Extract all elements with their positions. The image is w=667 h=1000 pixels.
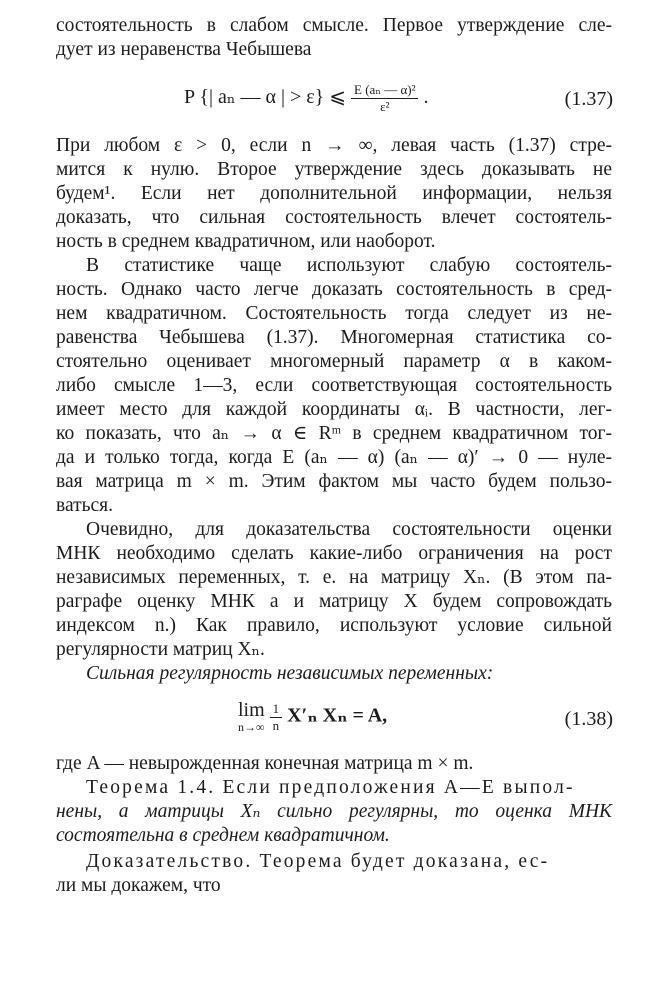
eq138-fraction bbox=[270, 701, 283, 734]
text-line: нем квадратичном. Состоятельность тогда следует из не- bbox=[56, 303, 612, 324]
text-line: При любом ε > 0, если n → ∞, левая часть (1.37) стре- bbox=[56, 135, 612, 156]
text-line: ваться. bbox=[56, 495, 114, 516]
eq137-fraction bbox=[351, 82, 418, 115]
text-line: Сильная регулярность независимых переменных: bbox=[86, 663, 494, 684]
text-line: вая матрица m × m. Этим фактом мы часто будем пользо- bbox=[56, 471, 612, 492]
equation-number-1-38: (1.38) bbox=[564, 708, 613, 730]
text-line: состоятельность в слабом смысле. Первое утверждение сле- bbox=[56, 15, 612, 36]
text-line: индексом n.) Как правило, используют условие сильной bbox=[56, 615, 612, 636]
text-line: доказать, что сильная состоятельность влечет состоятель- bbox=[56, 207, 612, 228]
equation-number-1-37: (1.37) bbox=[564, 88, 613, 110]
text-line: ность в среднем квадратичном, или наоборот. bbox=[56, 231, 436, 252]
text-line: раграфе оценку МНК a и матрицу X будем сопровождать bbox=[56, 591, 612, 612]
eq138-numerator: 1 bbox=[270, 701, 283, 718]
text-line: равенства Чебышева (1.37). Многомерная статистика со- bbox=[56, 327, 612, 348]
text-line: где A — невырожденная конечная матрица m × m. bbox=[56, 753, 474, 774]
text-line bbox=[86, 850, 612, 874]
eq137-numerator: E (aₙ — α)² bbox=[351, 82, 418, 99]
text-line: будем¹. Если нет дополнительной информации, нельзя bbox=[56, 183, 612, 204]
eq137-lhs: P {| aₙ — α | > ε} ⩽ bbox=[184, 86, 347, 109]
eq137-denominator: ε² bbox=[380, 99, 390, 114]
theorem-label: Теорема 1.4. Если предположения А—Е выпол- bbox=[86, 777, 575, 798]
equation-1-38 bbox=[238, 700, 387, 734]
text-line bbox=[86, 776, 612, 800]
eq138-limit bbox=[238, 700, 265, 734]
text-line: В статистике чаще используют слабую состоятель- bbox=[86, 255, 612, 276]
text-line: регулярности матриц Xₙ. bbox=[56, 639, 265, 660]
proof-label: Доказательство. Теорема будет доказана, ес- bbox=[86, 851, 550, 872]
text-line: имеет место для каждой координаты αᵢ. В частности, лег- bbox=[56, 399, 612, 420]
eq137-tail: . bbox=[423, 86, 429, 109]
eq138-subscript: n→∞ bbox=[238, 720, 265, 734]
text-line: либо смысле 1—3, если соответствующая состоятельность bbox=[56, 375, 612, 396]
text-line: да и только тогда, когда E (aₙ — α) (aₙ — α)′ → 0 — нуле- bbox=[56, 447, 612, 468]
text-line: стоятельно оценивает многомерный параметр α в каком- bbox=[56, 351, 612, 372]
text-line: ность. Однако часто легче доказать состоятельность в сред- bbox=[56, 279, 612, 300]
text-line: МНК необходимо сделать какие-либо ограничения на рост bbox=[56, 543, 612, 564]
text-line: дует из неравенства Чебышева bbox=[56, 39, 312, 60]
text-line: ли мы докажем, что bbox=[56, 875, 221, 896]
text-line: мится к нулю. Второе утверждение здесь доказывать не bbox=[56, 159, 612, 180]
text-line: состоятельна в среднем квадратичном. bbox=[56, 825, 390, 846]
eq138-lim: lim bbox=[238, 699, 265, 721]
text-line: нены, а матрицы Xₙ сильно регулярны, то оценка МНК bbox=[56, 801, 612, 822]
eq138-body: X′ₙ Xₙ = A, bbox=[287, 704, 388, 727]
equation-1-37 bbox=[184, 82, 428, 115]
text-line: Очевидно, для доказательства состоятельности оценки bbox=[86, 519, 612, 540]
eq138-denominator: n bbox=[272, 717, 280, 733]
text-line: независимых переменных, т. е. на матрицу Xₙ. (В этом па- bbox=[56, 567, 612, 588]
text-line: ко показать, что aₙ → α ∈ Rᵐ в среднем квадратичном тог- bbox=[56, 423, 612, 444]
